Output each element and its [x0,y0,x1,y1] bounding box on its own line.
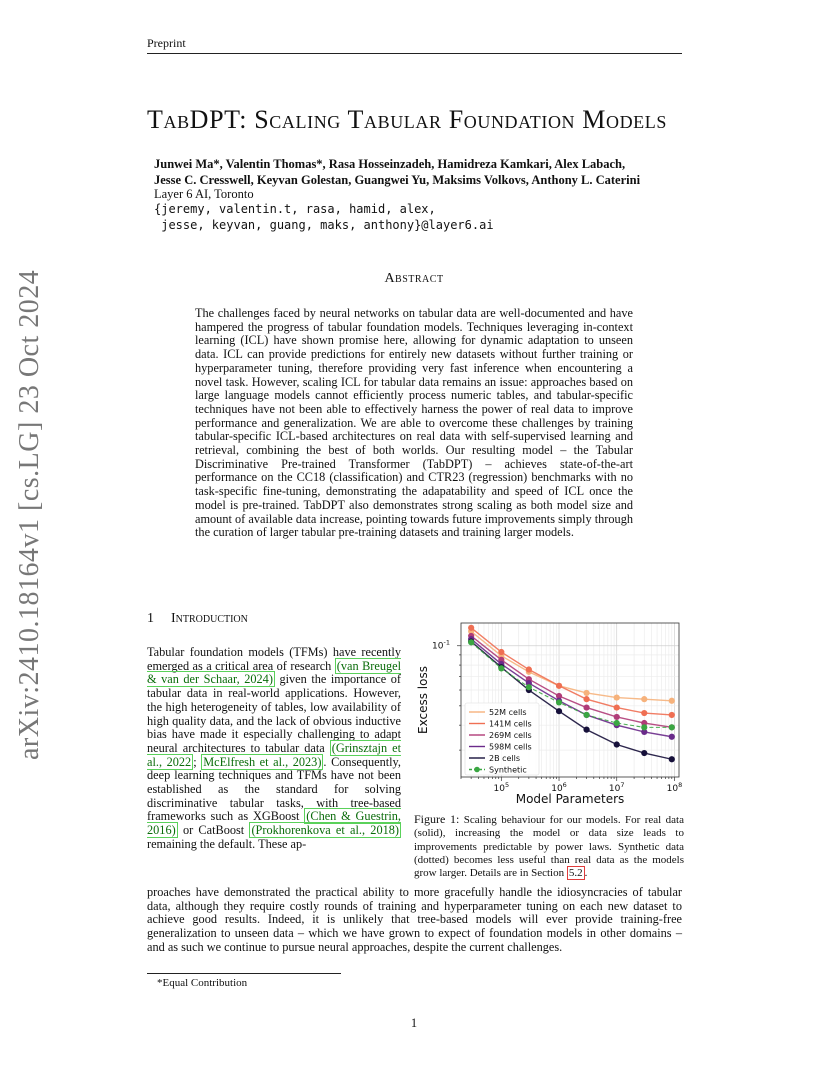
section-reference-link[interactable]: 5.2 [568,867,583,880]
data-point [669,698,675,704]
abstract-heading: Abstract [384,271,444,286]
data-point [614,694,620,700]
legend-label: 141M cells [489,719,532,729]
data-point [498,649,504,655]
data-point [468,625,474,631]
y-axis-label: Excess loss [416,666,430,734]
legend-label: 2B cells [489,754,521,763]
x-tick-label: $10^6$ [551,781,567,794]
data-point [556,699,562,705]
running-header: Preprint [147,36,186,50]
data-point [526,684,532,690]
header-rule [147,53,682,54]
intro-text: remaining the default. These ap- [147,836,307,851]
citation-link[interactable]: (Prokhorenkova et al., 2018) [251,823,399,838]
legend-label: 269M cells [489,731,532,740]
legend-label: 598M cells [489,742,532,752]
abstract-text: The challenges faced by neural networks on tabular data are well-documented and have hampered the progress of tabular foundation models. Techniques leveraging in-context learning (ICL) have shown promise here, allowing for dynamic adaptation to unseen data. ICL can provide predictions for entirely new datasets without further training or hyperparameter tuning, therefore providing very fast inference when encountering a novel task. However, scaling ICL for tabular data remains an issue: approaches based on large language models cannot efficiently process numeric tables, and tabular-specific techniques have not been able to effectively harness the power of real data to improve performance and generalization. We are able to overcome these challenges by training tabular-specific ICL-based architectures on real data with self-supervised learning and retrieval, combining the best of both worlds. Our resulting model – the Tabular Discriminative Pre-trained Transformer (TabDPT) – achieves state-of-the-art performance on the CC18 (classification) and CTR23 (regression) benchmarks with no task-specific fine-tuning, demonstrating the adapatability and speed of ICL once the model is pre-trained. TabDPT also demonstrates strong scaling as both model size and amount of available data increase, pointing towards future improvements simply through the curation of larger tabular pre-training datasets and training larger models. [195,306,633,540]
scaling-chart [411,619,683,809]
paper-title: TabDPT: Scaling Tabular Foundation Models [147,105,667,134]
data-point [641,750,647,756]
data-point [498,665,504,671]
citation-link[interactable]: (Chen & Guestrin, 2016) [147,809,401,838]
author-emails: {jeremy, valentin.t, rasa, hamid, alex, jesse, keyvan, guang, maks, anthony}@layer6.ai [154,202,494,232]
legend-marker [474,767,480,773]
y-tick-label: $10^{-1}$ [432,638,450,652]
intro-text: Tabular foundation models (TFMs) have recently emerged as a critical area of research [147,645,401,673]
data-point [641,724,647,730]
data-point [669,756,675,762]
intro-paragraph [147,646,401,852]
section-number: 1 [147,611,154,626]
caption-end: . [584,867,588,880]
authors-line-2: Jesse C. Cresswell, Keyvan Golestan, Guangwei Yu, Maksims Volkovs, Anthony L. Caterini [154,172,641,187]
section-heading [147,611,248,627]
footnote-rule [147,973,341,974]
data-point [583,712,589,718]
data-point [556,708,562,714]
data-point [669,734,675,740]
intro-text: ; [193,754,202,769]
authors-line-1: Junwei Ma*, Valentin Thomas*, Rasa Hosseinzadeh, Hamidreza Kamkari, Alex Labach, [154,157,626,171]
data-point [468,639,474,645]
author-list [154,157,684,188]
x-axis-label: Model Parameters [515,792,625,806]
data-point [526,666,532,672]
arxiv-identifier: arXiv:2410.18164v1 [cs.LG] 23 Oct 2024 [14,269,45,760]
citation-link[interactable]: (van Breugel & van der Schaar, 2024) [147,658,401,687]
data-point [614,704,620,710]
data-point [583,704,589,710]
data-point [669,724,675,730]
citation-link[interactable]: McElfresh et al., 2023) [203,754,322,769]
intro-paragraph-continued: proaches have demonstrated the practical ability to more gracefully handle the idiosyncracies of tabular data, although they require costly rounds of training and hyperparameter tuning on each new dataset to achieve good results. Indeed, it is unlikely that tree-based models will ever provide training-free generalization to unseen data – which we have grown to expect of foundation models in other domains – and as such we continue to pursue neural approaches, despite the current challenges. [147,885,682,954]
data-point [583,727,589,733]
intro-text: . Consequently, deep learning techniques and TFMs have not been established as the standard for solving discriminative tabular tasks, with tree-based frameworks such as XGBoost [147,754,401,824]
data-point [669,712,675,718]
section-title: Introduction [171,611,248,626]
data-point [556,683,562,689]
data-point [614,720,620,726]
data-point [641,710,647,716]
x-tick-label: $10^8$ [666,781,683,794]
x-tick-label: $10^7$ [608,781,625,794]
data-point [614,714,620,720]
legend-label: 52M cells [489,708,527,717]
page-number: 1 [410,1016,418,1030]
data-point [614,741,620,747]
figure-caption [414,813,684,880]
intro-text: given the importance of tabular data in real-world applications. However, the high heterogeneity of tables, low availability of high quality data, and the lack of obvious inductive bias have made it especially challenging to adapt neural architectures to tabular data [147,672,401,755]
footnote: *Equal Contribution [157,977,248,989]
caption-text: Scaling behaviour for our models. For real data (solid), increasing the model or data size leads to improvements predictable by power laws. Synthetic data (dotted) becomes less useful than real data as the models grow larger. Details are in Section [414,814,684,880]
data-point [583,690,589,696]
data-point [583,696,589,702]
data-point [641,696,647,702]
intro-text: or CatBoost [177,823,250,838]
citation-link[interactable]: (Grinsztajn et al., 2022 [147,740,401,769]
legend-label: Synthetic [489,765,527,775]
x-tick-label: $10^5$ [493,781,510,794]
affiliation: Layer 6 AI, Toronto [154,187,254,201]
figure-label: Figure 1: [414,812,460,826]
